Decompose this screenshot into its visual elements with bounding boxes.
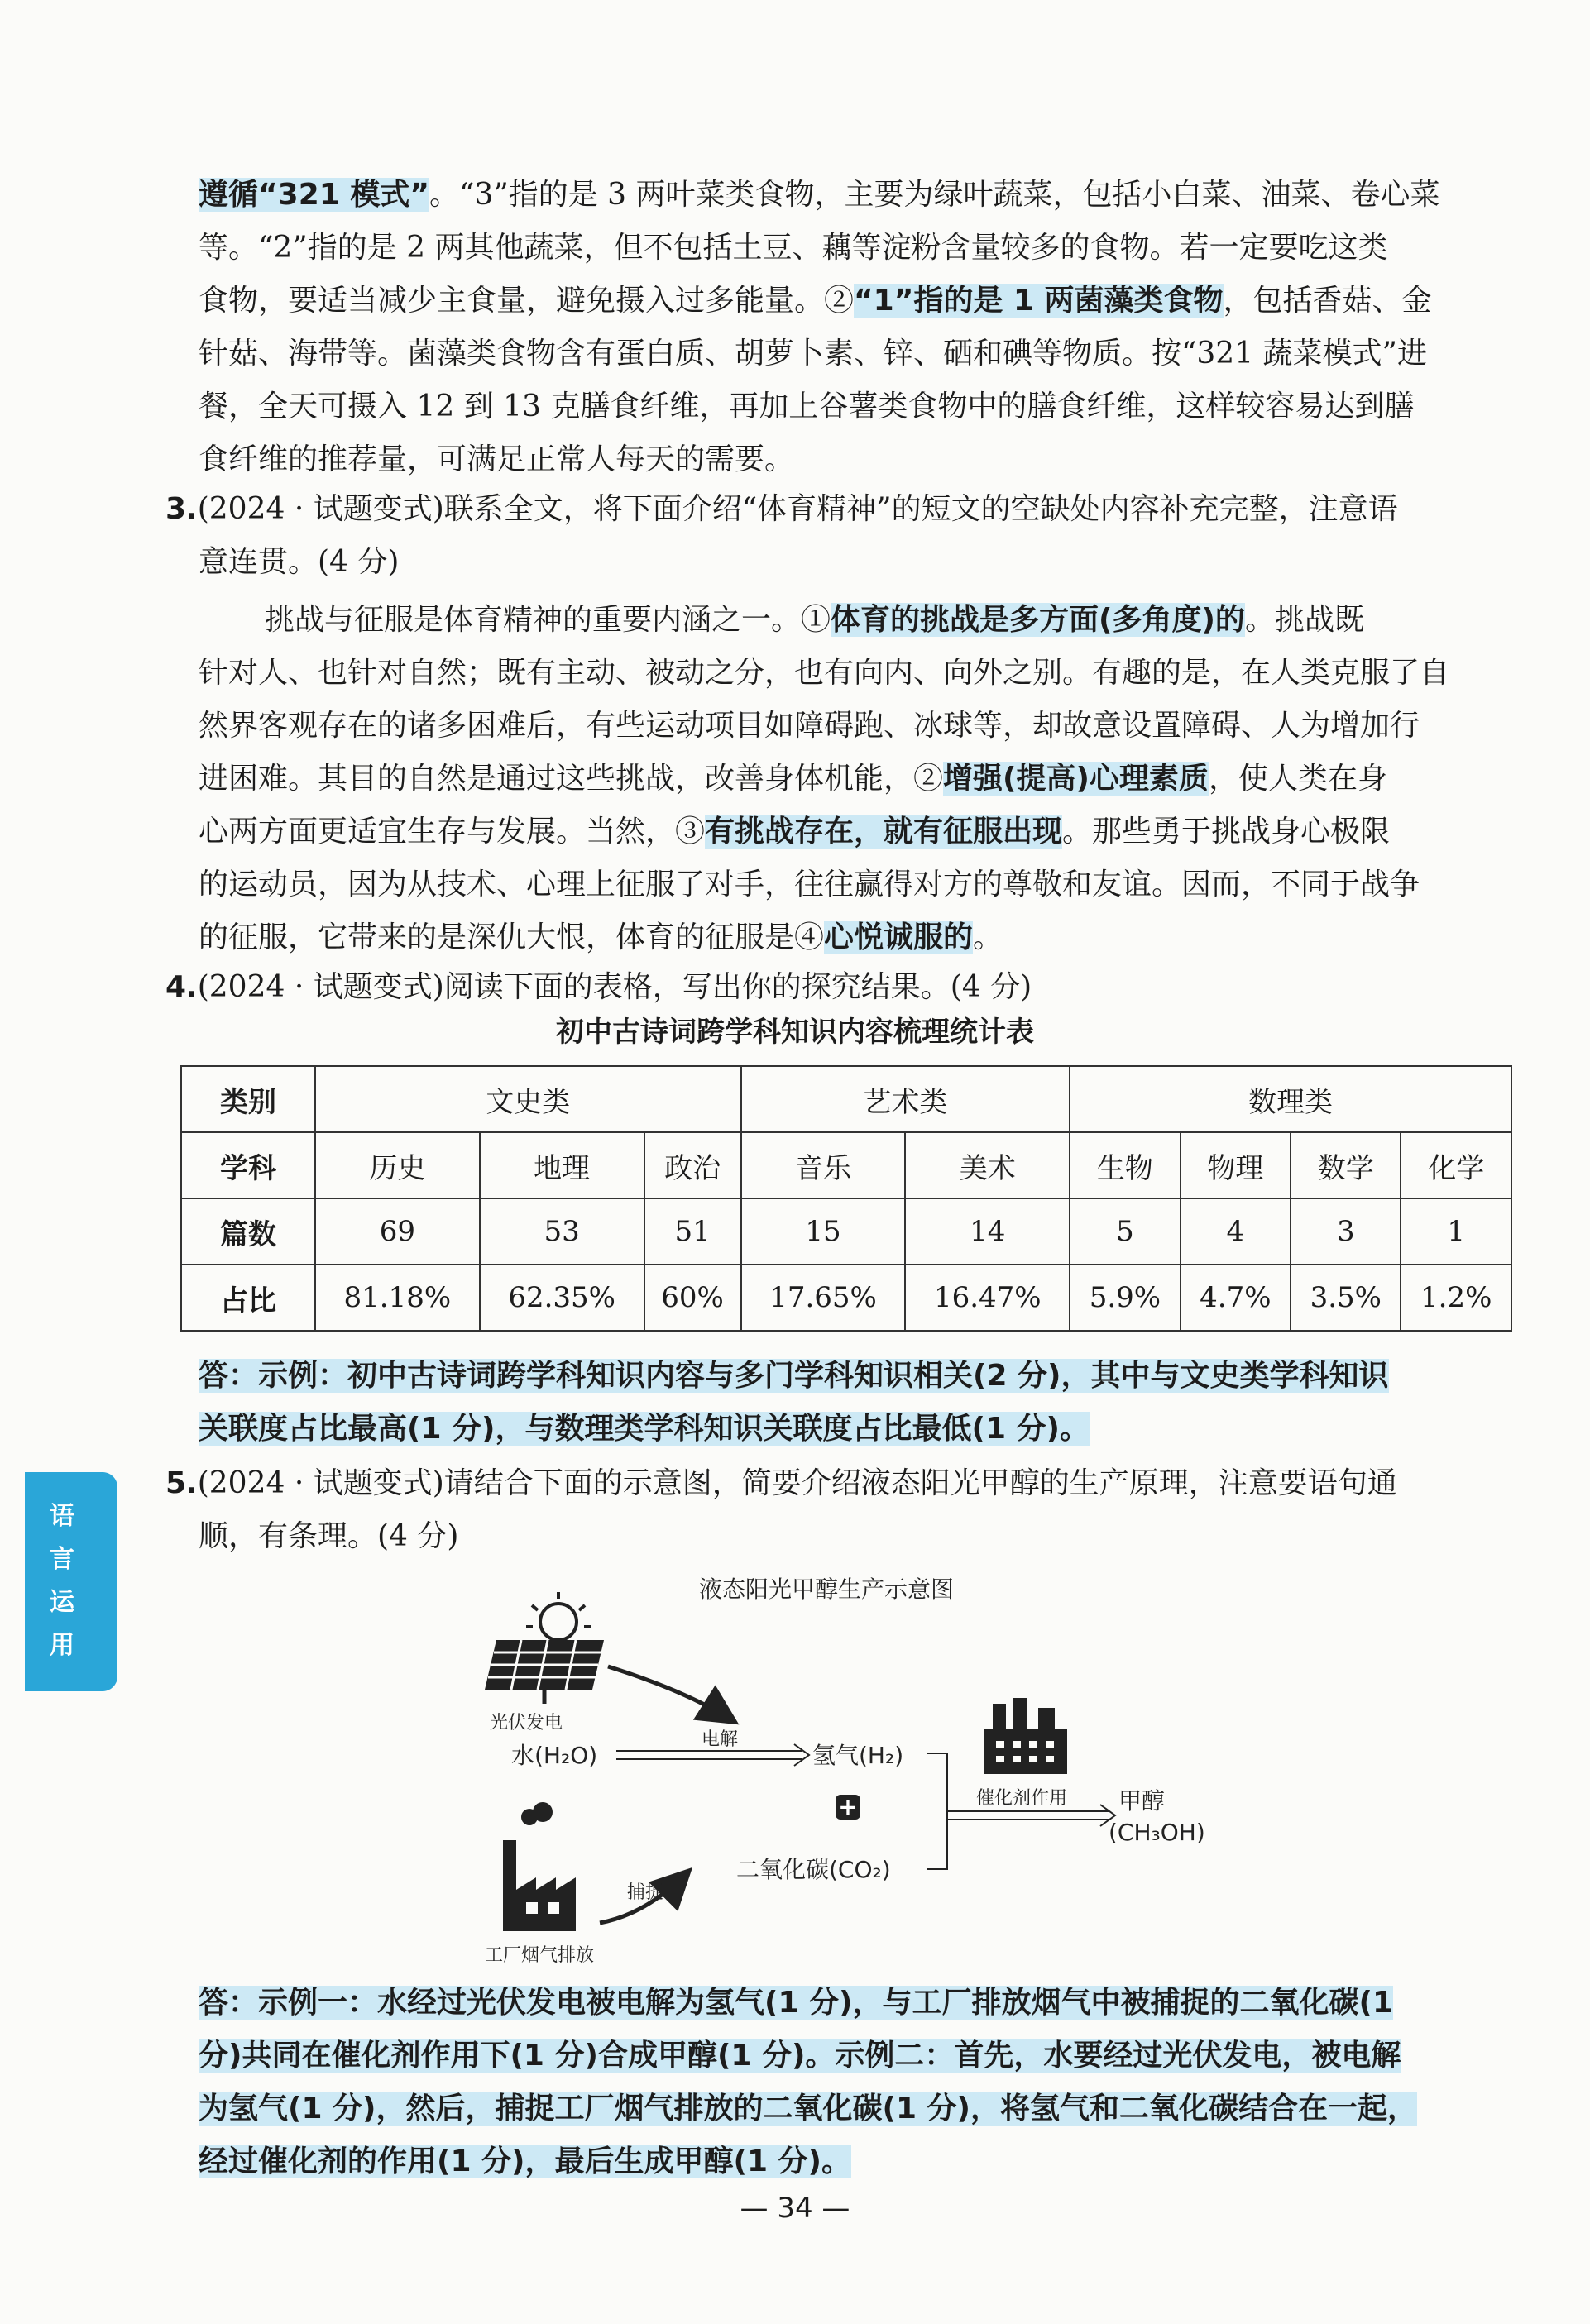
- ratio-cell: 62.35%: [480, 1265, 644, 1331]
- intro-line-3: 食物，要适当减少主食量，避免摄入过多能量。②“1”指的是 1 两菌藻类食物，包括香菇、金: [199, 284, 1432, 318]
- q3-para-7: 的征服，它带来的是深仇大恨，体育的征服是④心悦诚服的。: [199, 921, 1003, 954]
- methanol-label: 甲醇: [1118, 1787, 1166, 1815]
- row-header-category: 类别: [181, 1066, 315, 1132]
- q3-line-1: 3.(2024 · 试题变式)联系全文，将下面介绍“体育精神”的短文的空缺处内容补充完整，注意语: [165, 492, 1398, 526]
- q5-answer-line-2: 分)共同在催化剂作用下(1 分)合成甲醇(1 分)。示例二：首先，水要经过光伏发电，被电解: [199, 2039, 1401, 2073]
- q3-para-6: 的运动员，因为从技术、心理上征服了对手，往往赢得对方的尊敬和友谊。因而，不同于战争: [199, 868, 1420, 901]
- q3-para-5: 心两方面更适宜生存与发展。当然，③有挑战存在，就有征服出现。那些勇于挑战身心极限: [199, 815, 1391, 849]
- subject-cell: 音乐: [741, 1132, 906, 1198]
- count-cell: 5: [1070, 1198, 1180, 1265]
- ratio-cell: 60%: [644, 1265, 741, 1331]
- count-cell: 15: [741, 1198, 906, 1265]
- sun-icon: [526, 1592, 591, 1640]
- intro-line-5: 餐，全天可摄入 12 到 13 克膳食纤维，再加上谷薯类食物中的膳食纤维，这样较容易达到膳: [199, 390, 1415, 423]
- side-tab-char: 用: [50, 1631, 74, 1660]
- table-row-count: [181, 1198, 1511, 1265]
- hydrogen-label: 氢气(H₂): [812, 1742, 904, 1769]
- answer-blank-1: 体育的挑战是多方面(多角度)的: [831, 603, 1245, 637]
- q5-line-1: 5.(2024 · 试题变式)请结合下面的示意图，简要介绍液态阳光甲醇的生产原理，注意要语句通: [165, 1466, 1397, 1500]
- answer-blank-2: 增强(提高)心理素质: [943, 762, 1209, 796]
- water-arrow-head: [794, 1744, 809, 1766]
- row-header-subject: 学科: [181, 1132, 315, 1198]
- answer-blank-4: 心悦诚服的: [824, 921, 974, 954]
- q3-para-1: 挑战与征服是体育精神的重要内涵之一。①体育的挑战是多方面(多角度)的。挑战既: [265, 603, 1364, 637]
- group-yishu: 艺术类: [741, 1066, 1070, 1132]
- ratio-cell: 1.2%: [1401, 1265, 1511, 1331]
- side-tab-char: 运: [50, 1588, 74, 1617]
- subject-cell: 数学: [1291, 1132, 1401, 1198]
- ratio-cell: 81.18%: [315, 1265, 480, 1331]
- group-shuli: 数理类: [1070, 1066, 1511, 1132]
- diagram-title: 液态阳光甲醇生产示意图: [699, 1576, 955, 1603]
- subject-cell: 历史: [315, 1132, 480, 1198]
- subject-cell: 物理: [1181, 1132, 1291, 1198]
- water-label: 水(H₂O): [511, 1742, 598, 1769]
- pv-label: 光伏发电: [490, 1713, 563, 1733]
- catalyst-label: 催化剂作用: [976, 1788, 1068, 1809]
- subject-cell: 化学: [1401, 1132, 1511, 1198]
- count-cell: 4: [1181, 1198, 1291, 1265]
- q5-answer-line-3: 为氢气(1 分)，然后，捕捉工厂烟气排放的二氧化碳(1 分)，将氢气和二氧化碳结合在一起，: [199, 2092, 1417, 2126]
- ratio-cell: 4.7%: [1181, 1265, 1291, 1331]
- ratio-cell: 5.9%: [1070, 1265, 1180, 1331]
- q5-answer-line-1: 答：示例一：水经过光伏发电被电解为氢气(1 分)，与工厂排放烟气中被捕捉的二氧化碳(1: [199, 1986, 1393, 2020]
- count-cell: 1: [1401, 1198, 1511, 1265]
- subject-cell: 美术: [905, 1132, 1070, 1198]
- table-title: 初中古诗词跨学科知识内容梳理统计表: [556, 1016, 1034, 1049]
- subject-cell: 生物: [1070, 1132, 1180, 1198]
- plus-icon: [836, 1793, 860, 1820]
- row-header-ratio: 占比: [181, 1265, 315, 1331]
- electrolysis-label: 电解: [702, 1729, 739, 1750]
- q3-para-4: 进困难。其目的自然是通过这些挑战，改善身体机能，②增强(提高)心理素质，使人类在身: [199, 762, 1387, 796]
- q4-line-1: 4.(2024 · 试题变式)阅读下面的表格，写出你的探究结果。(4 分): [165, 970, 1032, 1004]
- table-row-category: [181, 1066, 1511, 1132]
- methanol-diagram: [447, 1567, 1315, 1964]
- q3-para-2: 针对人、也针对自然；既有主动、被动之分，也有向内、向外之别。有趣的是，在人类克服了自: [199, 656, 1450, 690]
- co2-label: 二氧化碳(CO₂): [736, 1856, 891, 1883]
- svg-text:+: +: [838, 1793, 858, 1820]
- q4-answer-line-2: 关联度占比最高(1 分)，与数理类学科知识关联度占比最低(1 分)。: [199, 1412, 1090, 1446]
- highlight-1-liang: “1”指的是 1 两菌藻类食物: [854, 284, 1224, 318]
- count-cell: 69: [315, 1198, 480, 1265]
- water-arrow: [616, 1751, 802, 1759]
- count-cell: 51: [644, 1198, 741, 1265]
- intro-line-1: 遵循“321 模式”。“3”指的是 3 两叶菜类食物，主要为绿叶蔬菜，包括小白菜、油菜、卷心菜: [199, 178, 1440, 212]
- side-tab-char: 言: [50, 1545, 74, 1574]
- count-cell: 3: [1291, 1198, 1401, 1265]
- q5-line-2: 顺，有条理。(4 分): [199, 1519, 459, 1553]
- count-cell: 53: [480, 1198, 644, 1265]
- section-side-tab: [25, 1472, 117, 1691]
- q3-line-2: 意连贯。(4 分): [199, 545, 400, 579]
- row-header-count: 篇数: [181, 1198, 315, 1265]
- intro-line-6: 食纤维的推荐量，可满足正常人每天的需要。: [199, 442, 795, 476]
- catalyst-arrow: [947, 1811, 1109, 1820]
- methanol-formula: (CH₃OH): [1109, 1819, 1205, 1846]
- ratio-cell: 3.5%: [1291, 1265, 1401, 1331]
- count-cell: 14: [905, 1198, 1070, 1265]
- stats-table: [180, 1065, 1512, 1332]
- factory-icon: [503, 1802, 576, 1931]
- pv-arrow: [608, 1666, 732, 1720]
- answer-blank-3: 有挑战存在，就有征服出现: [705, 815, 1063, 849]
- ratio-cell: 16.47%: [905, 1265, 1070, 1331]
- side-tab-char: 语: [50, 1502, 74, 1531]
- table-row-ratio: [181, 1265, 1511, 1331]
- q3-para-3: 然界客观存在的诸多困难后，有些运动项目如障碍跑、冰球等，却故意设置障碍、人为增加行: [199, 709, 1420, 743]
- solar-panel-icon: [485, 1640, 604, 1704]
- capture-label: 捕捉: [627, 1882, 664, 1903]
- intro-line-4: 针菇、海带等。菌藻类食物含有蛋白质、胡萝卜素、锌、硒和碘等物质。按“321 蔬菜模式”进: [199, 337, 1427, 371]
- chemical-plant-icon: [984, 1698, 1067, 1774]
- factory-label: 工厂烟气排放: [485, 1945, 595, 1964]
- merge-bracket: [927, 1753, 947, 1869]
- table-row-subject: [181, 1132, 1511, 1198]
- highlight-321: 遵循“321 模式”: [199, 178, 430, 212]
- subject-cell: 政治: [644, 1132, 741, 1198]
- ratio-cell: 17.65%: [741, 1265, 906, 1331]
- q5-answer-line-4: 经过催化剂的作用(1 分)，最后生成甲醇(1 分)。: [199, 2145, 851, 2178]
- q4-answer-line-1: 答：示例：初中古诗词跨学科知识内容与多门学科知识相关(2 分)，其中与文史类学科知识: [199, 1359, 1389, 1393]
- subject-cell: 地理: [480, 1132, 644, 1198]
- page-number: — 34 —: [740, 2192, 850, 2225]
- intro-line-2: 等。“2”指的是 2 两其他蔬菜，但不包括土豆、藕等淀粉含量较多的食物。若一定要吃这类: [199, 231, 1388, 265]
- group-wenshi: 文史类: [315, 1066, 741, 1132]
